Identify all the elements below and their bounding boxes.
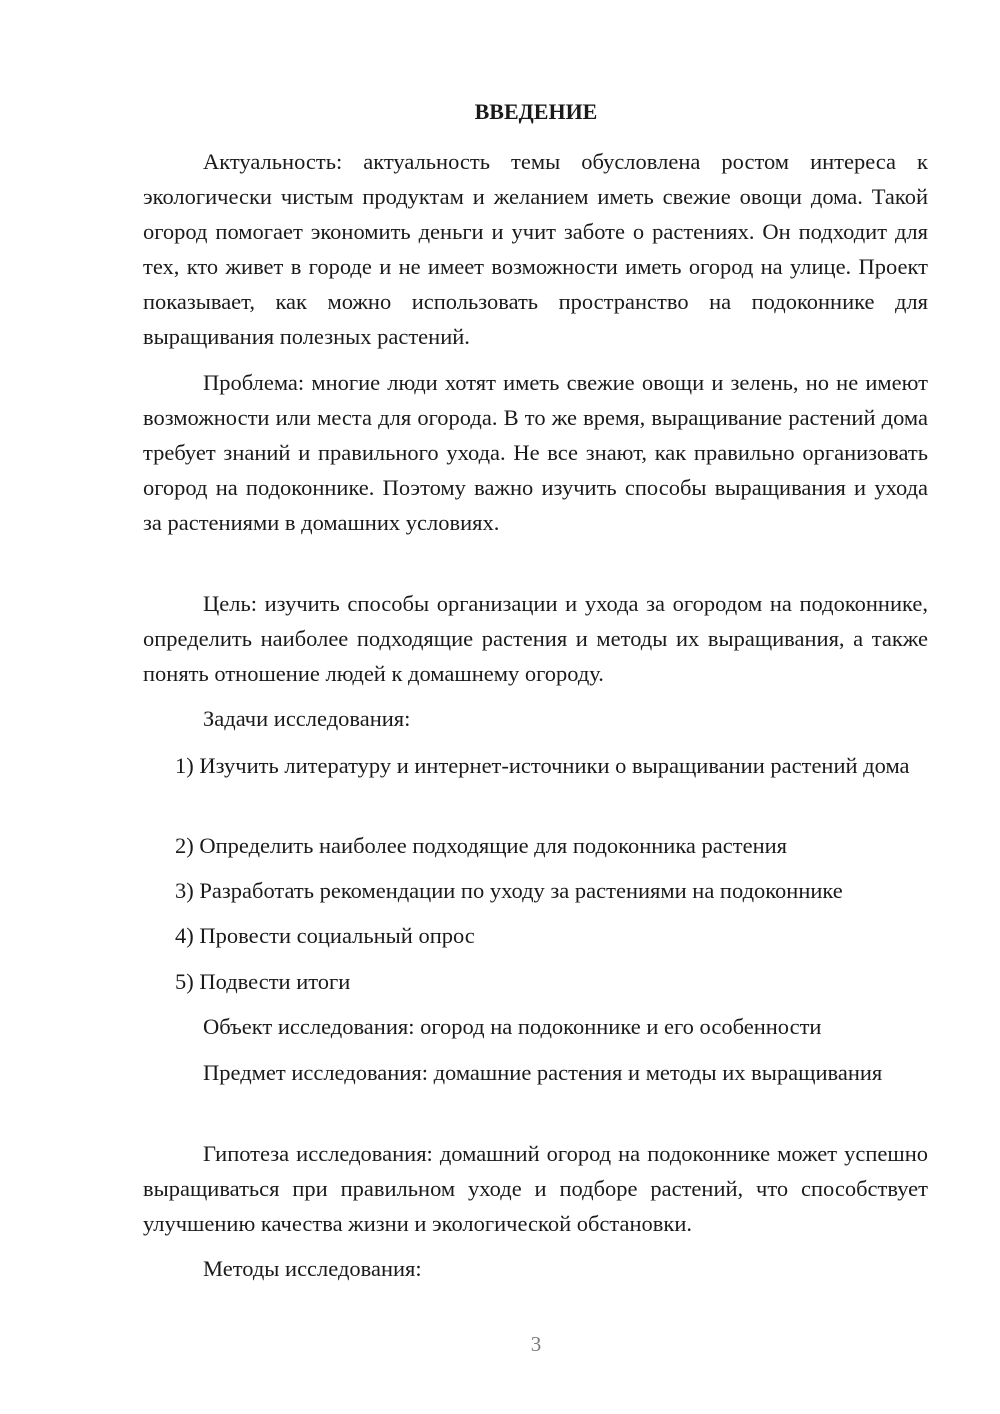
task-item: 1) Изучить литературу и интернет-источники о выращивании растений дома [175, 753, 910, 778]
section-title: ВВЕДЕНИЕ [474, 99, 598, 124]
task-item: 5) Подвести итоги [175, 969, 351, 994]
object-paragraph: Объект исследования: огород на подоконнике и его особенности [203, 1014, 822, 1039]
page-number: 3 [530, 1332, 542, 1356]
relevance-paragraph: Актуальность: актуальность темы обусловлена ростом интереса к экологически чистым продуктам и желанием иметь свежие овощи дома. Такой огород помогает экономить деньги и учит заботе о растениях. Он подходит для тех, кто живет в городе и не имеет возможности иметь огород на улице. Проект показывает, как можно использовать пространство на подоконнике для выращивания полезных растений. [143, 149, 928, 349]
task-item: 3) Разработать рекомендации по уходу за растениями на подоконнике [175, 878, 843, 903]
methods-heading: Методы исследования: [203, 1256, 422, 1281]
subject-paragraph: Предмет исследования: домашние растения и методы их выращивания [203, 1060, 883, 1085]
task-item: 2) Определить наиболее подходящие для подоконника растения [175, 833, 788, 858]
hypothesis-paragraph: Гипотеза исследования: домашний огород на подоконнике может успешно выращиваться при правильном уходе и подборе растений, что способствует улучшению качества жизни и экологической обстановки. [143, 1141, 928, 1236]
goal-paragraph: Цель: изучить способы организации и ухода за огородом на подоконнике, определить наиболее подходящие растения и методы их выращивания, а также понять отношение людей к домашнему огороду. [143, 591, 928, 686]
task-item: 4) Провести социальный опрос [175, 923, 475, 948]
tasks-heading: Задачи исследования: [203, 706, 411, 731]
problem-paragraph: Проблема: многие люди хотят иметь свежие овощи и зелень, но не имеют возможности или места для огорода. В то же время, выращивание растений дома требует знаний и правильного ухода. Не все знают, как правильно организовать огород на подоконнике. Поэтому важно изучить способы выращивания и ухода за растениями в домашних условиях. [143, 370, 928, 535]
